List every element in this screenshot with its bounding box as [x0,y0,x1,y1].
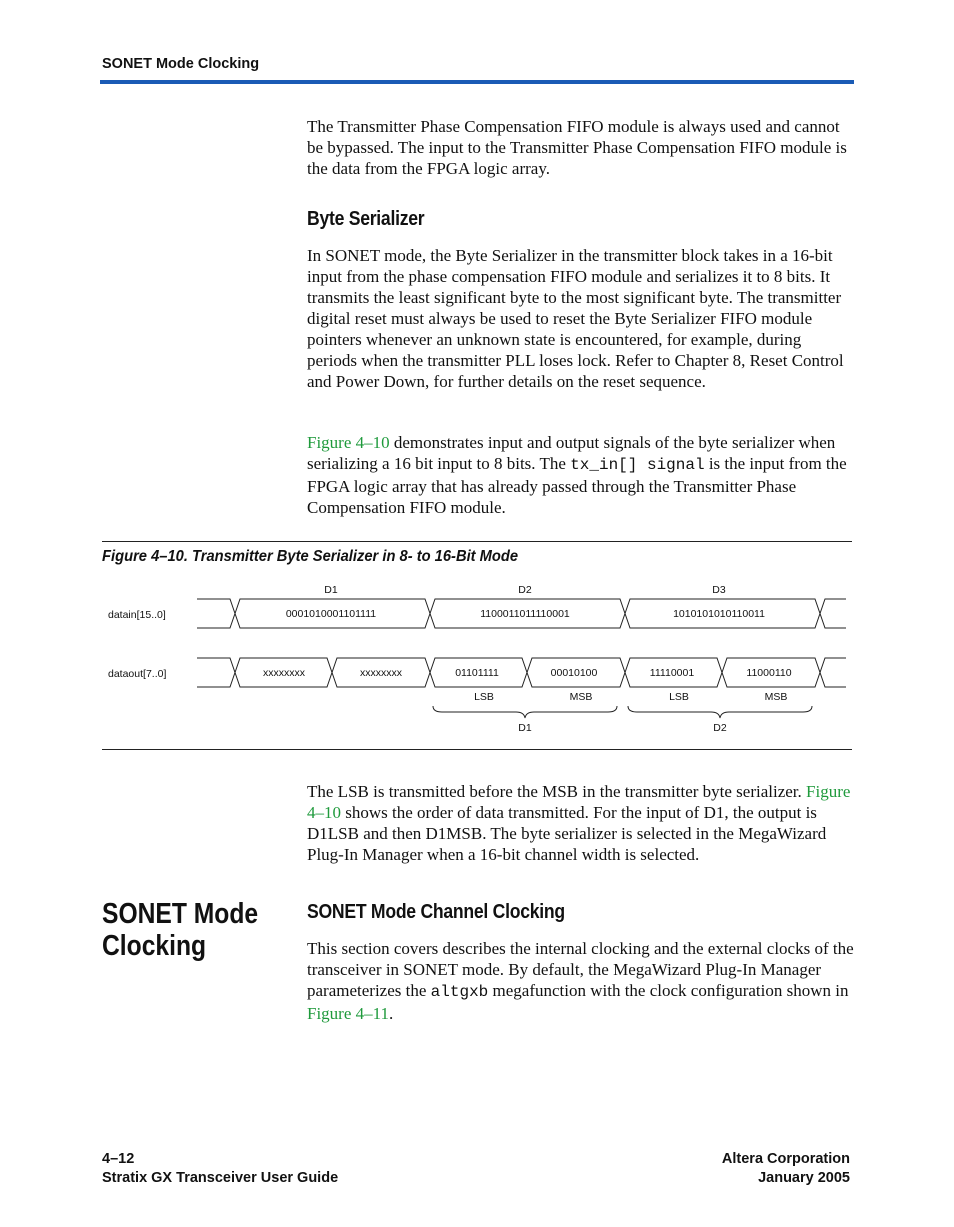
tx-in-code: tx_in[] signal [570,456,705,474]
dataout-value-6: 11000110 [746,667,792,679]
dataout-value-2: xxxxxxxx [360,667,402,679]
byte-label-lsb-2: LSB [669,691,689,703]
dataout-value-4: 00010100 [550,667,598,679]
figure-caption: Figure 4–10. Transmitter Byte Serializer in 8- to 16-Bit Mode [102,548,519,565]
header-rule [100,80,854,84]
group-label-d2: D2 [713,722,727,734]
figure-bottom-rule [102,749,852,750]
datain-header-d1: D1 [324,584,338,596]
section-text-a: This section covers describes the internal clocking and the external clocks of the transceiver in SONET mode. By default, the MegaWizard Plug-In Manager parameterizes the [307,939,854,1000]
dataout-label: dataout[7..0] [108,668,167,680]
byte-label-lsb-1: LSB [474,691,494,703]
section-title [102,898,258,962]
group-label-d1: D1 [518,722,532,734]
section-text-b: megafunction with the clock configuration shown in [488,981,849,1000]
section-text-c: . [389,1004,394,1023]
footer-right [722,1150,850,1188]
figure-4-11-link[interactable]: Figure 4–11 [307,1004,390,1023]
figure-4-10-link[interactable]: Figure 4–10 [307,433,390,452]
byte-serializer-paragraph-1 [307,245,855,392]
page-number: 4–12 [102,1151,135,1167]
byte-label-msb-1: MSB [569,691,593,703]
byte-label-msb-2: MSB [764,691,788,703]
byte-serializer-paragraph-2 [307,432,855,518]
intro-text: The Transmitter Phase Compensation FIFO module is always used and cannot be bypassed. The input to the Transmitter Phase Compensation FIFO module is the data from the FPGA logic array. [307,117,847,178]
dataout-value-1: xxxxxxxx [263,667,305,679]
figure-4-10-link-2[interactable]: Figure 4–10 [307,782,851,822]
dataout-value-5: 11110001 [649,667,695,679]
after-figure-paragraph [307,781,855,865]
channel-clocking-heading: SONET Mode Channel Clocking [307,901,565,923]
after-text-a: The LSB is transmitted before the MSB in the transmitter byte serializer. [307,782,807,801]
guide-title: Stratix GX Transceiver User Guide [102,1170,339,1186]
datain-value-d2: 1100011011110001 [480,608,570,620]
company-name: Altera Corporation [721,1151,850,1167]
intro-paragraph [307,116,855,179]
section-title-line-1: SONET Mode [102,898,259,930]
datain-label: datain[15..0] [108,609,166,621]
datain-value-d1: 0001010001101111 [285,608,377,620]
timing-diagram [0,575,954,755]
datain-header-d2: D2 [518,584,532,596]
footer-left [102,1150,338,1188]
channel-clocking-paragraph [307,938,855,1024]
dataout-value-3: 01101111 [455,667,499,679]
byte-serializer-heading: Byte Serializer [307,208,425,230]
datain-header-d3: D3 [712,584,726,596]
p2-text-b: is the input from the FPGA logic array that has already passed through the Transmitter Phase Compensation FIFO module. [307,454,847,517]
publication-date: January 2005 [758,1170,850,1186]
byte-serializer-text-1: In SONET mode, the Byte Serializer in the transmitter block takes in a 16-bit input from the phase compensation FIFO module and serializes it to 8 bits. It transmits the least significant byte to the most significant byte. The transmitter digital reset must always be used to reset the Byte Serializer FIFO module pointers whenever an unknown state is encountered, for example, during periods when the transmitter PLL loses lock. Refer to Chapter 8, Reset Control and Power Down, for further details on the reset sequence. [307,246,844,391]
p2-text-a: demonstrates input and output signals of the byte serializer when serializing a 16 bit input to 8 bits. The [307,433,836,473]
group-braces [433,706,812,718]
running-header: SONET Mode Clocking [102,56,260,72]
figure-top-rule [102,541,852,542]
section-title-line-2: Clocking [102,930,207,962]
datain-value-d3: 1010101010110011 [673,608,765,620]
altgxb-code: altgxb [430,983,489,1001]
after-text-b: shows the order of data transmitted. For the input of D1, the output is D1LSB and then D1MSB. The byte serializer is selected in the MegaWizard Plug-In Manager when a 16-bit channel width is selected. [307,803,827,864]
